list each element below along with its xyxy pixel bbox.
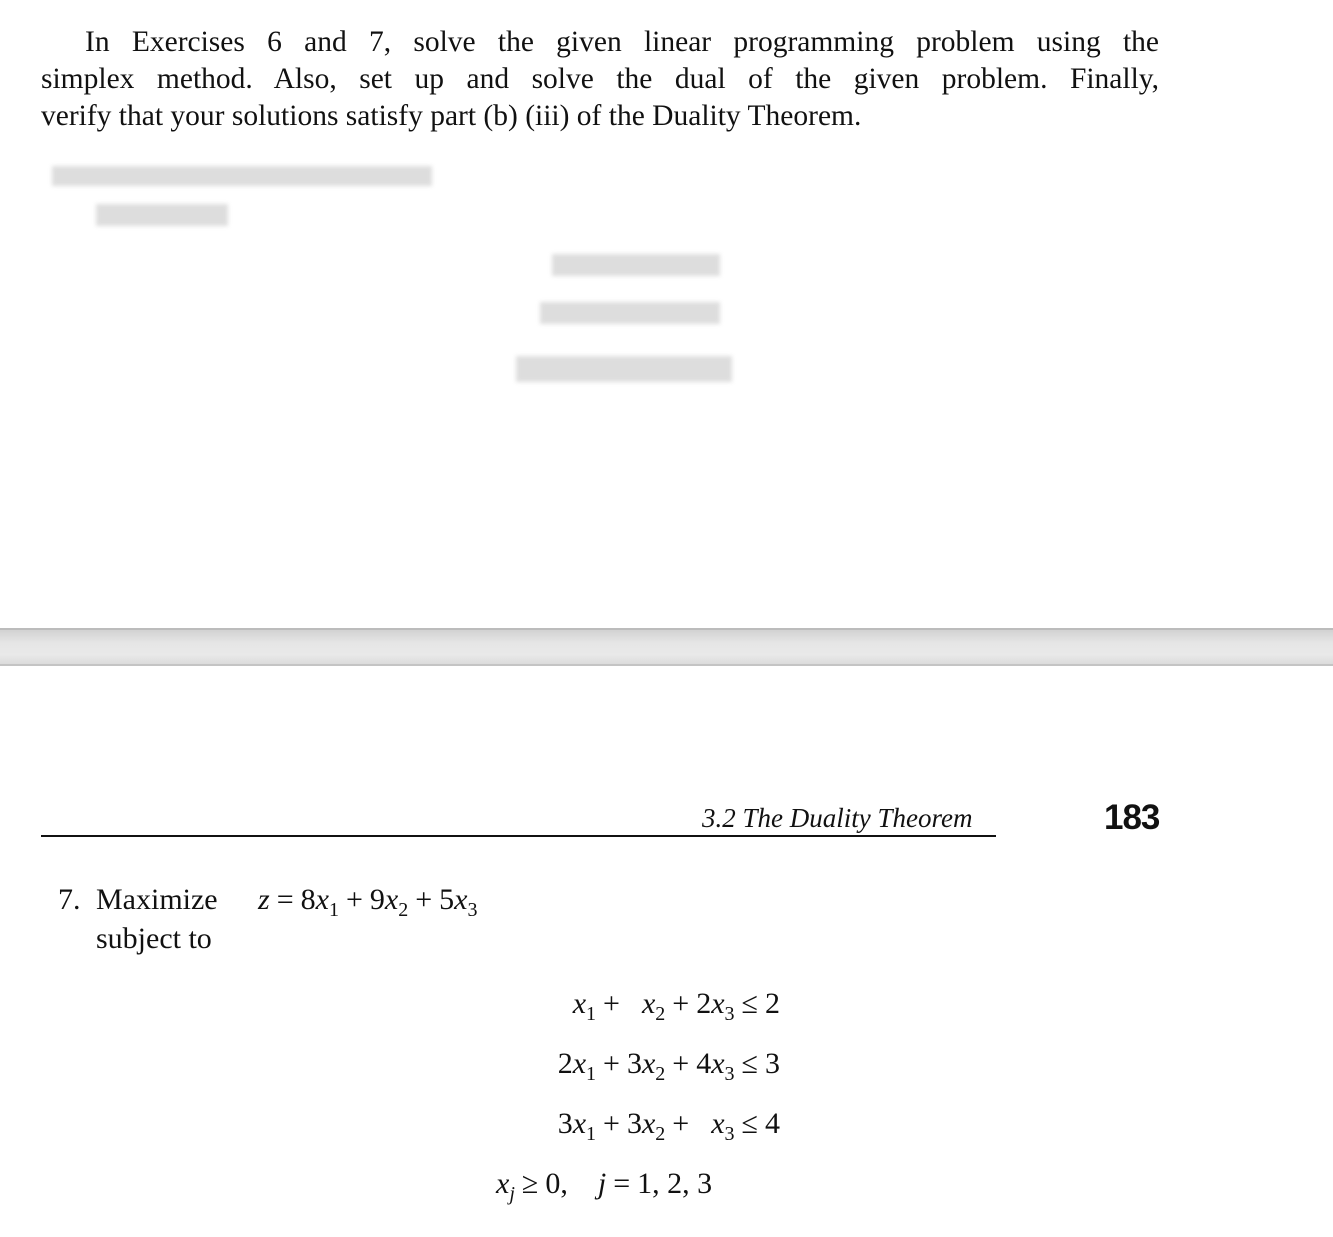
c1-sub3: 3 bbox=[724, 1003, 735, 1025]
c1-x1: x bbox=[572, 987, 587, 1020]
c3-plus1: + bbox=[603, 1107, 620, 1140]
c1-x2: x bbox=[641, 987, 656, 1020]
exercise-verb: Maximize bbox=[96, 883, 218, 916]
c1-sub1: 1 bbox=[586, 1003, 597, 1025]
nn-sub: j bbox=[509, 1183, 515, 1205]
c3-leq: ≤ bbox=[741, 1107, 758, 1140]
c1-rhs: 2 bbox=[765, 987, 780, 1020]
coef-3: 5 bbox=[439, 883, 455, 916]
c2-plus1: + bbox=[603, 1047, 620, 1080]
nn-x: x bbox=[496, 1167, 510, 1200]
intro-line-3: verify that your solutions satisfy part (b) (iii) of the Duality Theorem. bbox=[41, 100, 862, 132]
redacted-constraint-2 bbox=[540, 302, 720, 324]
constraint-2 bbox=[460, 1047, 780, 1085]
c3-x1: x bbox=[572, 1107, 587, 1140]
constraint-3 bbox=[460, 1107, 780, 1145]
section-title: 3.2 The Duality Theorem bbox=[702, 803, 973, 833]
redacted-exercise-6-subject bbox=[96, 204, 228, 226]
var-3: x bbox=[454, 883, 468, 916]
coef-1: 8 bbox=[300, 883, 316, 916]
page-gap bbox=[0, 628, 1333, 666]
sub-1: 1 bbox=[328, 899, 339, 921]
nn-range: 1, 2, 3 bbox=[637, 1167, 713, 1200]
redacted-exercise-6-title bbox=[52, 166, 432, 186]
c3-sub3: 3 bbox=[724, 1123, 735, 1145]
coef-2: 9 bbox=[369, 883, 385, 916]
subject-to-label: subject to bbox=[96, 922, 212, 955]
c2-x2: x bbox=[641, 1047, 656, 1080]
intro-paragraph bbox=[41, 24, 1159, 135]
redacted-constraint-1 bbox=[552, 254, 720, 276]
nn-zero: 0, bbox=[545, 1167, 568, 1200]
nn-j: j bbox=[597, 1167, 607, 1200]
c3-x3: x bbox=[711, 1107, 725, 1140]
plus-2: + bbox=[415, 883, 433, 916]
redacted-constraint-3 bbox=[516, 356, 732, 382]
nonnegativity-constraint bbox=[496, 1167, 713, 1205]
var-2: x bbox=[384, 883, 399, 916]
c2-sub2: 2 bbox=[655, 1063, 666, 1085]
c2-coef-a: 2 bbox=[557, 1047, 573, 1080]
c2-x3: x bbox=[711, 1047, 725, 1080]
c3-x2: x bbox=[641, 1107, 656, 1140]
sub-2: 2 bbox=[398, 899, 409, 921]
c3-coef-b: 3 bbox=[626, 1107, 642, 1140]
c2-x1: x bbox=[572, 1047, 587, 1080]
objective-eq: = bbox=[276, 883, 294, 916]
exercise-number: 7. bbox=[58, 883, 81, 916]
nn-geq: ≥ bbox=[521, 1167, 539, 1200]
c2-sub1: 1 bbox=[586, 1063, 597, 1085]
c2-sub3: 3 bbox=[724, 1063, 735, 1085]
c1-x3: x bbox=[711, 987, 725, 1020]
c3-sub2: 2 bbox=[655, 1123, 666, 1145]
nn-eq: = bbox=[613, 1167, 631, 1200]
c2-plus2: + bbox=[672, 1047, 690, 1080]
var-1: x bbox=[315, 883, 329, 916]
c1-leq: ≤ bbox=[741, 987, 758, 1020]
c1-sub2: 2 bbox=[655, 1003, 666, 1025]
objective-var: z bbox=[258, 883, 270, 916]
intro-line-1: In Exercises 6 and 7, solve the given linear programming problem using the bbox=[85, 26, 1159, 58]
c1-coef-c: 2 bbox=[696, 987, 712, 1020]
c3-sub1: 1 bbox=[586, 1123, 597, 1145]
plus-1: + bbox=[345, 883, 363, 916]
intro-line-2: simplex method. Also, set up and solve the dual of the given problem. Finally, bbox=[41, 63, 1159, 95]
header-rule bbox=[41, 835, 996, 837]
page-number: 183 bbox=[1104, 798, 1160, 837]
objective-function bbox=[258, 883, 478, 921]
page-gap-edge-bottom bbox=[0, 664, 1333, 666]
c2-coef-b: 3 bbox=[626, 1047, 642, 1080]
constraint-1 bbox=[460, 987, 780, 1025]
c3-coef-a: 3 bbox=[557, 1107, 573, 1140]
page-gap-edge-top bbox=[0, 628, 1333, 630]
c2-rhs: 3 bbox=[765, 1047, 780, 1080]
c3-rhs: 4 bbox=[765, 1107, 780, 1140]
sub-3: 3 bbox=[467, 899, 478, 921]
c2-leq: ≤ bbox=[741, 1047, 758, 1080]
c1-plus1: + bbox=[603, 987, 620, 1020]
c3-plus2: + bbox=[672, 1107, 690, 1140]
c1-plus2: + bbox=[672, 987, 690, 1020]
c2-coef-c: 4 bbox=[696, 1047, 712, 1080]
